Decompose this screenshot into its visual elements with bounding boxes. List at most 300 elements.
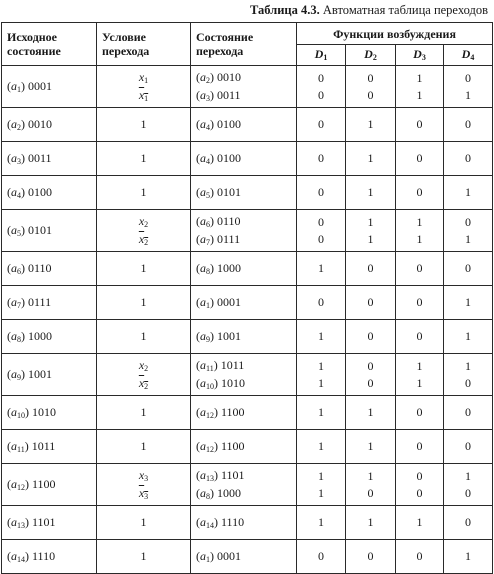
d3-cell [396,252,444,286]
state-index: 2 [17,123,21,132]
target-state-line: (a4) 0100 [196,116,241,132]
d4-cell [444,540,493,574]
excitation-value: 1 [367,439,374,453]
condition-variable [139,70,148,84]
condition-line [97,87,190,105]
d3-cell [396,142,444,176]
excitation-value: 0 [416,329,423,343]
target-state-cell [191,464,297,506]
state-code: 0110 [28,261,52,275]
condition-line [97,69,190,87]
condition-index: 2 [144,381,149,391]
condition-line [97,467,190,485]
condition-line [97,116,190,133]
table-row [2,252,493,286]
d1-cell [297,396,346,430]
state-index: 10 [17,411,25,420]
excitation-value: 0 [318,185,324,199]
state-index: 11 [206,363,214,373]
target-state-line: (a11) 1011 [196,357,245,373]
state-code: 0011 [28,151,52,165]
condition-letter: x [138,467,145,482]
state-index: 13 [17,521,25,530]
state-code: 1100 [221,404,245,419]
d4-cell [444,320,493,354]
condition-index: 1 [144,93,149,103]
state-code: 1010 [221,375,245,390]
d3-cell [396,464,444,506]
d2-cell [346,396,396,430]
state-index: 10 [206,381,214,391]
d4-cell [444,464,493,506]
d1-cell [297,176,346,210]
state-letter: a [200,87,206,102]
state-index: 7 [17,301,21,310]
excitation-value: 0 [465,261,472,275]
source-state-cell: (a12) 1100 [2,464,97,506]
excitation-value: 0 [318,295,324,309]
excitation-value: 0 [416,151,423,165]
condition-cell [97,142,191,176]
condition-variable-inverted [139,486,148,500]
target-state-cell [191,108,297,142]
condition-cell [97,320,191,354]
excitation-value: 0 [416,405,423,419]
state-index: 5 [17,229,21,238]
condition-cell [97,354,191,396]
condition-value: 1 [140,185,147,199]
state-letter: a [11,549,17,563]
condition-value: 1 [140,515,147,529]
excitation-value: 1 [465,87,472,102]
condition-line [97,485,190,503]
condition-value: 1 [140,439,147,453]
target-state-line: (a8) 1000 [196,260,241,276]
state-index: 6 [17,267,21,276]
state-letter: a [200,213,206,228]
target-state-cell [191,286,297,320]
target-state-cell [191,540,297,574]
source-state-header: Исходное состояние [2,23,97,66]
excitation-value: 0 [465,405,472,419]
state-index: 14 [206,520,214,530]
state-index: 12 [17,483,25,492]
condition-index: 3 [144,473,149,483]
condition-cell [97,430,191,464]
state-letter: a [200,485,206,500]
state-letter: a [11,439,17,453]
state-letter: a [200,467,206,482]
condition-line [97,375,190,393]
state-letter: a [200,514,206,529]
state-letter: a [11,261,17,275]
condition-cell [97,506,191,540]
state-letter: a [11,223,17,237]
state-letter: a [200,357,206,372]
condition-value: 1 [140,405,147,419]
excitation-value: 1 [416,515,423,529]
condition-line [97,404,190,421]
condition-index: 3 [144,491,149,501]
state-code: 1110 [32,549,56,563]
d4-cell [444,354,493,396]
state-code: 0001 [217,294,241,309]
state-index: 4 [206,156,210,166]
target-state-line: (a6) 0110 [196,213,241,229]
table-row [2,506,493,540]
condition-line [97,438,190,455]
condition-line [97,514,190,531]
condition-index: 2 [144,219,149,229]
state-letter: a [11,295,17,309]
state-code: 1001 [217,328,241,343]
source-state-cell: (a9) 1001 [2,354,97,396]
excitation-value: 1 [367,151,374,165]
state-letter: a [11,405,17,419]
state-index: 3 [206,93,210,103]
state-code: 0010 [217,69,241,84]
state-letter: a [200,404,206,419]
state-letter: a [11,151,17,165]
condition-cell [97,252,191,286]
excitation-value: 0 [416,185,423,199]
excitation-value: 0 [465,485,472,500]
condition-line [97,260,190,277]
state-index: 12 [206,410,214,420]
state-letter: a [200,438,206,453]
d1-cell [297,540,346,574]
state-index: 14 [17,555,25,564]
state-letter: a [200,375,206,390]
d1-cell [297,354,346,396]
source-state-cell: (a8) 1000 [2,320,97,354]
excitation-value: 1 [318,329,324,343]
state-code: 1101 [32,515,56,529]
target-state-cell [191,430,297,464]
state-code: 0111 [28,295,52,309]
condition-line [97,150,190,167]
state-letter: a [11,367,17,381]
target-state-line: (a4) 0100 [196,150,241,166]
table-header [2,23,493,66]
source-state-cell: (a1) 0001 [2,66,97,108]
d2-cell [346,108,396,142]
excitation-value: 0 [367,358,374,373]
table-number: Таблица 4.3. [250,3,320,17]
excitation-value: 0 [465,439,472,453]
condition-cell [97,108,191,142]
condition-variable-inverted [139,232,148,246]
target-state-line: (a12) 1100 [196,438,245,454]
excitation-value: 1 [465,295,472,309]
excitation-value: 0 [416,261,423,275]
state-code: 1101 [221,467,245,482]
state-code: 0001 [217,548,241,563]
target-state-line: (a8) 1000 [196,485,241,501]
source-state-cell: (a6) 0110 [2,252,97,286]
excitation-value: 0 [416,439,423,453]
condition-cell [97,540,191,574]
source-state-cell: (a14) 1110 [2,540,97,574]
state-letter: a [11,79,17,93]
table-row [2,142,493,176]
d4-cell [444,286,493,320]
excitation-value: 0 [416,549,423,563]
excitation-value: 0 [367,329,374,343]
state-code: 1000 [217,485,241,500]
table-row [2,210,493,252]
condition-variable-inverted [139,88,148,102]
state-index: 6 [206,219,210,229]
condition-value: 1 [140,295,147,309]
d3-cell [396,176,444,210]
target-state-line: (a7) 0111 [196,231,241,247]
target-state-header: Состояние перехода [191,23,297,66]
state-index: 2 [206,75,210,85]
state-letter: a [11,477,17,491]
d2-cell [346,464,396,506]
target-state-cell [191,66,297,108]
excitation-value: 1 [416,214,423,229]
table-row [2,430,493,464]
excitation-value: 1 [465,549,472,563]
d2-cell [346,252,396,286]
state-code: 1001 [28,367,52,381]
condition-letter: x [138,375,145,390]
state-index: 1 [17,85,21,94]
excitation-value: 1 [367,185,374,199]
excitation-value: 1 [367,515,374,529]
d3-cell [396,396,444,430]
d3-cell [396,108,444,142]
d4-cell [444,506,493,540]
table-row [2,176,493,210]
state-index: 12 [206,444,214,454]
excitation-value: 0 [367,485,374,500]
target-state-line: (a9) 1001 [196,328,241,344]
excitation-value: 0 [465,515,472,529]
state-letter: a [200,328,206,343]
excitation-value: 0 [465,375,472,390]
target-state-cell [191,142,297,176]
d3-cell [396,354,444,396]
target-state-line: (a2) 0010 [196,69,241,85]
state-letter: a [11,515,17,529]
state-index: 3 [17,157,21,166]
condition-index: 1 [144,75,149,85]
target-state-cell [191,506,297,540]
d2-cell [346,66,396,108]
d4-cell [444,108,493,142]
d2-cell [346,176,396,210]
excitation-value: 0 [318,214,324,229]
d1-cell [297,320,346,354]
state-index: 9 [206,334,210,344]
target-state-line: (a1) 0001 [196,548,241,564]
condition-line [97,328,190,345]
excitation-value: 0 [416,485,423,500]
condition-cell [97,210,191,252]
d1-cell [297,210,346,252]
excitation-value: 1 [367,214,374,229]
target-state-cell [191,396,297,430]
d2-cell [346,142,396,176]
d3-cell [396,286,444,320]
excitation-value: 1 [318,485,324,500]
d3-cell [396,430,444,464]
condition-value: 1 [140,329,147,343]
state-index: 5 [206,190,210,200]
d1-cell [297,430,346,464]
excitation-value: 1 [318,261,324,275]
excitation-value: 0 [465,117,472,131]
d4-cell [444,66,493,108]
state-index: 8 [206,491,210,501]
table-row [2,396,493,430]
condition-value: 1 [140,117,147,131]
d2-cell [346,320,396,354]
condition-index: 2 [144,363,149,373]
d3-cell [396,320,444,354]
d3-cell [396,506,444,540]
state-code: 1000 [217,260,241,275]
excitation-value: 1 [416,87,423,102]
state-code: 1000 [28,329,52,343]
target-state-cell [191,210,297,252]
table-row [2,108,493,142]
condition-letter: x [138,357,145,372]
state-code: 1100 [32,477,56,491]
source-state-cell: (a4) 0100 [2,176,97,210]
excitation-value: 0 [367,295,374,309]
source-state-cell: (a13) 1101 [2,506,97,540]
excitation-value: 1 [318,358,324,373]
condition-header: Условие перехода [97,23,191,66]
condition-cell [97,176,191,210]
condition-line [97,548,190,565]
d3-cell [396,540,444,574]
excitation-value: 1 [465,185,472,199]
state-code: 1011 [31,439,56,453]
state-code: 0100 [217,150,241,165]
excitation-value: 1 [367,468,374,483]
condition-index: 2 [144,237,149,247]
target-state-cell [191,320,297,354]
excitation-value: 1 [318,375,324,390]
excitation-value: 0 [416,117,423,131]
state-letter: a [200,150,206,165]
excitation-value: 0 [318,231,324,246]
excitation-value: 1 [416,70,423,85]
excitation-value: 1 [465,329,472,343]
state-letter: a [11,185,17,199]
target-state-line: (a12) 1100 [196,404,245,420]
condition-value: 1 [140,261,147,275]
state-letter: a [200,260,206,275]
state-code: 1010 [32,405,56,419]
excitation-value: 0 [367,87,374,102]
excitation-value: 0 [318,151,324,165]
d1-cell [297,66,346,108]
condition-line [97,231,190,249]
table-caption [250,3,488,18]
excitation-value: 1 [318,439,324,453]
source-state-cell: (a5) 0101 [2,210,97,252]
table-row [2,320,493,354]
transition-table [1,22,493,574]
table-title: Автоматная таблица переходов [322,3,488,17]
state-index: 8 [17,335,21,344]
excitation-value: 1 [465,468,472,483]
d4-cell [444,176,493,210]
d1-cell [297,108,346,142]
target-state-line: (a10) 1010 [196,375,245,391]
state-index: 1 [206,300,210,310]
d4-cell [444,430,493,464]
condition-line [97,213,190,231]
source-state-cell: (a10) 1010 [2,396,97,430]
condition-variable [139,214,148,228]
condition-letter: x [138,69,145,84]
source-state-cell: (a2) 0010 [2,108,97,142]
condition-line [97,184,190,201]
state-index: 9 [17,373,21,382]
state-index: 11 [17,445,25,454]
excitation-value: 1 [416,375,423,390]
d2-cell [346,506,396,540]
state-code: 0111 [217,231,241,246]
state-letter: a [200,184,206,199]
target-state-cell [191,252,297,286]
state-letter: a [200,294,206,309]
excitation-value: 1 [465,231,472,246]
table-row [2,286,493,320]
excitation-value: 0 [367,261,374,275]
d1-cell [297,286,346,320]
target-state-cell [191,354,297,396]
d4-cell [444,396,493,430]
state-code: 0101 [28,223,52,237]
state-code: 0101 [217,184,241,199]
condition-variable [139,358,148,372]
condition-letter: x [138,87,145,102]
state-letter: a [200,69,206,84]
state-letter: a [200,231,206,246]
target-state-line: (a13) 1101 [196,467,245,483]
excitation-value: 0 [318,549,324,563]
target-state-line: (a5) 0101 [196,184,241,200]
state-code: 0001 [28,79,52,93]
condition-letter: x [138,485,145,500]
state-code: 0011 [217,87,241,102]
target-state-line: (a1) 0001 [196,294,241,310]
state-index: 4 [206,122,210,132]
state-index: 1 [206,554,210,564]
excitation-value: 1 [465,358,472,373]
d2-cell [346,286,396,320]
excitation-value: 0 [318,87,324,102]
state-code: 0100 [217,116,241,131]
d2-cell [346,210,396,252]
state-code: 0100 [28,185,52,199]
target-state-cell [191,176,297,210]
d1-cell [297,506,346,540]
excitation-value: 1 [367,231,374,246]
excitation-value: 0 [465,151,472,165]
d3-cell [396,66,444,108]
excitation-value: 1 [367,117,374,131]
condition-value: 1 [140,151,147,165]
